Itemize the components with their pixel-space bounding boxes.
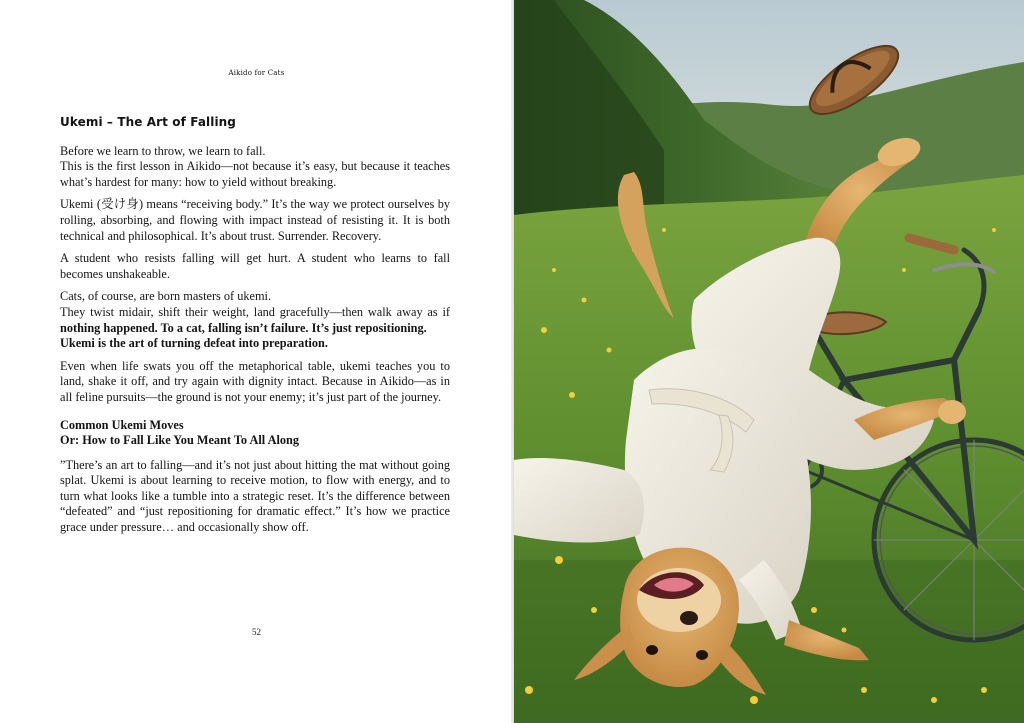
running-head: Aikido for Cats: [228, 69, 285, 77]
chapter-text: [60, 115, 450, 543]
chapter-title: Ukemi – The Art of Falling: [60, 115, 236, 129]
paragraph-cats: [60, 289, 450, 351]
illustration-page: [514, 0, 1024, 723]
paragraph-life: Even when life swats you off the metaphorical table, ukemi teaches you to land, shake it off, and try again with dignity intact. Because in Aikido—as in all feline pursuits—the ground is not your enemy; it’s just part of the journey.: [60, 358, 450, 404]
page-number: 52: [252, 627, 261, 637]
gi-sleeve-left: [514, 458, 644, 542]
text-line: This is the first lesson in Aikido—not because it’s easy, but because it teaches what’s hardest for many: how to yield without breaking.: [60, 159, 450, 189]
bold-text-line: nothing happened. To a cat, falling isn’t failure. It’s just repositioning.: [60, 320, 427, 335]
text-line: Before we learn to throw, we learn to fall.: [60, 143, 266, 158]
paragraph-ukemi-meaning: [60, 197, 450, 244]
text-line: Ukemi (受け身) means “receiving body.” It’s the way we protect ourselves by rolling, absorbing, and flowing with impact instead of resisting it. It is both technical and philosophical. It’s about trust. Surrender. Recovery.: [60, 197, 450, 243]
section-subheading: [60, 418, 450, 449]
text-line: Cats, of course, are born masters of ukemi.: [60, 289, 272, 304]
paragraph-student: [60, 251, 450, 282]
subheading-line: Or: How to Fall Like You Meant To All Along: [60, 433, 300, 448]
paragraph-intro: [60, 144, 450, 191]
text-line: A student who resists falling will get hurt. A student who learns to fall becomes unshakeable.: [60, 251, 450, 281]
paragraph-closing: ”There’s an art to falling—and it’s not just about hitting the mat without going splat. Ukemi is about learning to receive motion, to flow with energy, and to turn what looks like a tumble into a strategic reset. It’s the difference between “defeated” and “just repositioning for dramatic effect.” It’s how we practice grace under pressure… and occasionally show off.: [60, 457, 450, 535]
bold-text-line: Ukemi is the art of turning defeat into preparation.: [60, 336, 328, 351]
dog-falling-illustration: [514, 0, 1024, 723]
subheading-line: Common Ukemi Moves: [60, 417, 184, 432]
text-line: They twist midair, shift their weight, land gracefully—then walk away as if: [60, 304, 450, 319]
